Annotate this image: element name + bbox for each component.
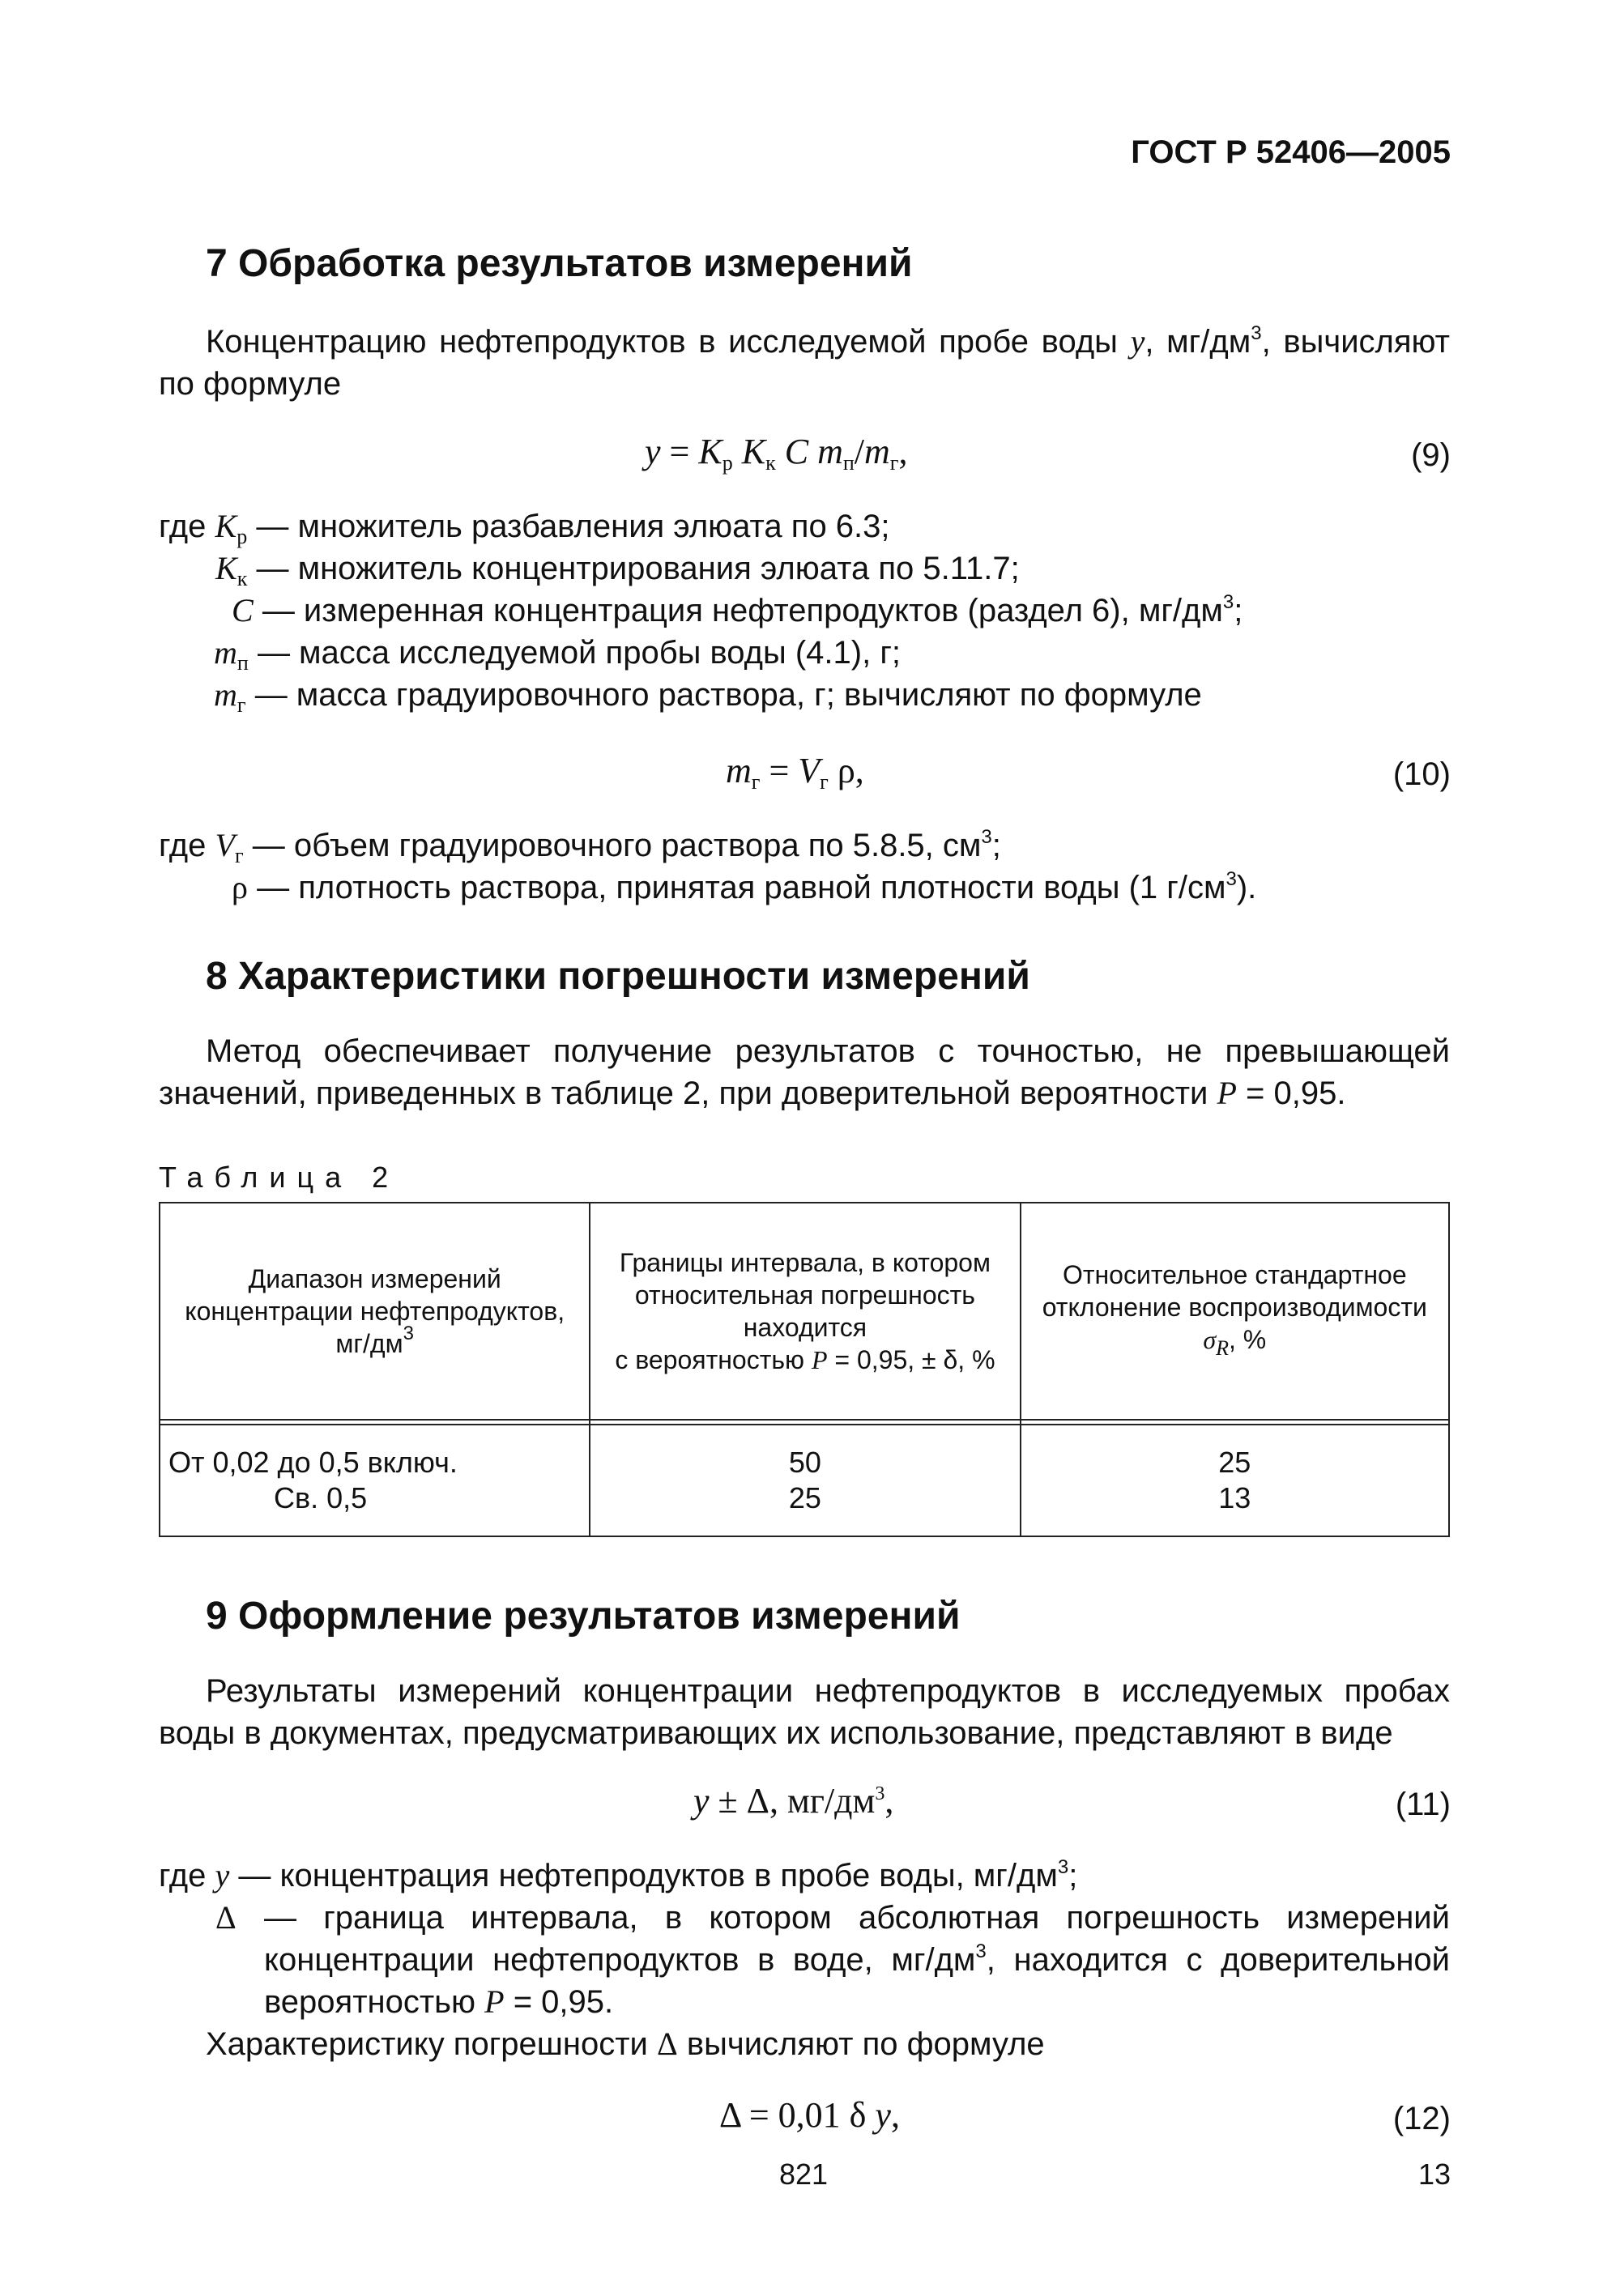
- equation-number-12: (12): [1392, 2101, 1451, 2136]
- delta-cell: 50 25: [590, 1425, 1020, 1536]
- col-header-sigma: Относительное стандартное отклонение воспроизводимости $\sigma_R$, %: [1021, 1203, 1449, 1420]
- definition-rho: ρ — плотность раствора, принятая равной плотности воды (1 $г/см^3$).: [232, 868, 1257, 905]
- section-9-text: Результаты измерений концентрации нефтепродуктов в исследуемых пробах воды в документах, предусматривающих их использование, представляют в виде: [159, 1673, 1450, 1751]
- section-8-title: 8 Характеристики погрешности измерений: [206, 955, 1030, 998]
- section-7-title: 7 Обработка результатов измерений: [206, 242, 913, 285]
- definition-delta-symbol: Δ: [215, 1899, 237, 1936]
- page-number-center: 821: [779, 2158, 829, 2191]
- definition-delta: — граница интервала, в котором абсолютная погрешность измерений концентрации нефтепродуктов в воде, $мг/дм^3$, находится с доверительной вероятностью P = 0,95.: [264, 1900, 1450, 2020]
- equation-number-11: (11): [1395, 1787, 1451, 1822]
- col-header-delta: Границы интервала, в котором относительная погрешность находится с вероятностью P = 0,95, ± δ, %: [590, 1203, 1020, 1420]
- definition-c: C — измеренная концентрация нефтепродуктов (раздел 6), $мг/дм^3$;: [232, 591, 1243, 628]
- table-row: [160, 1425, 1449, 1536]
- table-caption: Таблица 2: [159, 1161, 400, 1194]
- section-7-intro: Концентрацию нефтепродуктов в исследуемой пробе воды y, $мг/дм^3$, вычисляют по формуле: [159, 322, 1450, 402]
- equation-number-9: (9): [1411, 437, 1451, 473]
- page-number-right: 13: [1417, 2158, 1451, 2191]
- section-8-text: Метод обеспечивает получение результатов с точностью, не превышающей значений, приведенных в таблице 2, при доверительной вероятности P = 0,95.: [159, 1033, 1450, 1111]
- delta-calc-text: Характеристику погрешности Δ вычисляют по формуле: [206, 2026, 1045, 2062]
- definition-y: где y — концентрация нефтепродуктов в пробе воды, $мг/дм^3$;: [159, 1856, 1078, 1893]
- definition-vg: где $V_г$ — объем градуировочного раствора по 5.8.5, $см^3$;: [159, 826, 1001, 867]
- definition-kk: $K_к$ — множитель концентрирования элюата по 5.11.7;: [215, 550, 1020, 590]
- formula-11: y ± Δ, $мг/дм^3$,: [693, 1781, 894, 1821]
- equation-number-10: (10): [1392, 756, 1451, 792]
- sigma-cell: 25 13: [1021, 1425, 1449, 1536]
- definition-kr: где $K_р$ — множитель разбавления элюата по 6.3;: [159, 508, 890, 548]
- section-9-title: 9 Оформление результатов измерений: [206, 1595, 961, 1638]
- formula-12: Δ = 0,01 δ y,: [719, 2095, 900, 2135]
- table-2: [159, 1202, 1450, 1537]
- range-cell: От 0,02 до 0,5 включ. Св. 0,5: [160, 1425, 590, 1536]
- formula-9: $y = K_р$ $K_к$ C $m_п/m_г$,: [645, 432, 908, 475]
- definition-mg: $m_г$ — масса градуировочного раствора, г; вычисляют по формуле: [214, 676, 1202, 717]
- col-header-range: Диапазон измерений концентрации нефтепродуктов, $мг/дм^3$: [160, 1203, 590, 1420]
- formula-10: $m_г = V_г$ ρ,: [726, 751, 864, 794]
- definition-mp: $m_п$ — масса исследуемой пробы воды (4.1), г;: [214, 634, 902, 675]
- document-code: ГОСТ Р 52406—2005: [1131, 134, 1451, 170]
- table-header-row: [160, 1203, 1449, 1420]
